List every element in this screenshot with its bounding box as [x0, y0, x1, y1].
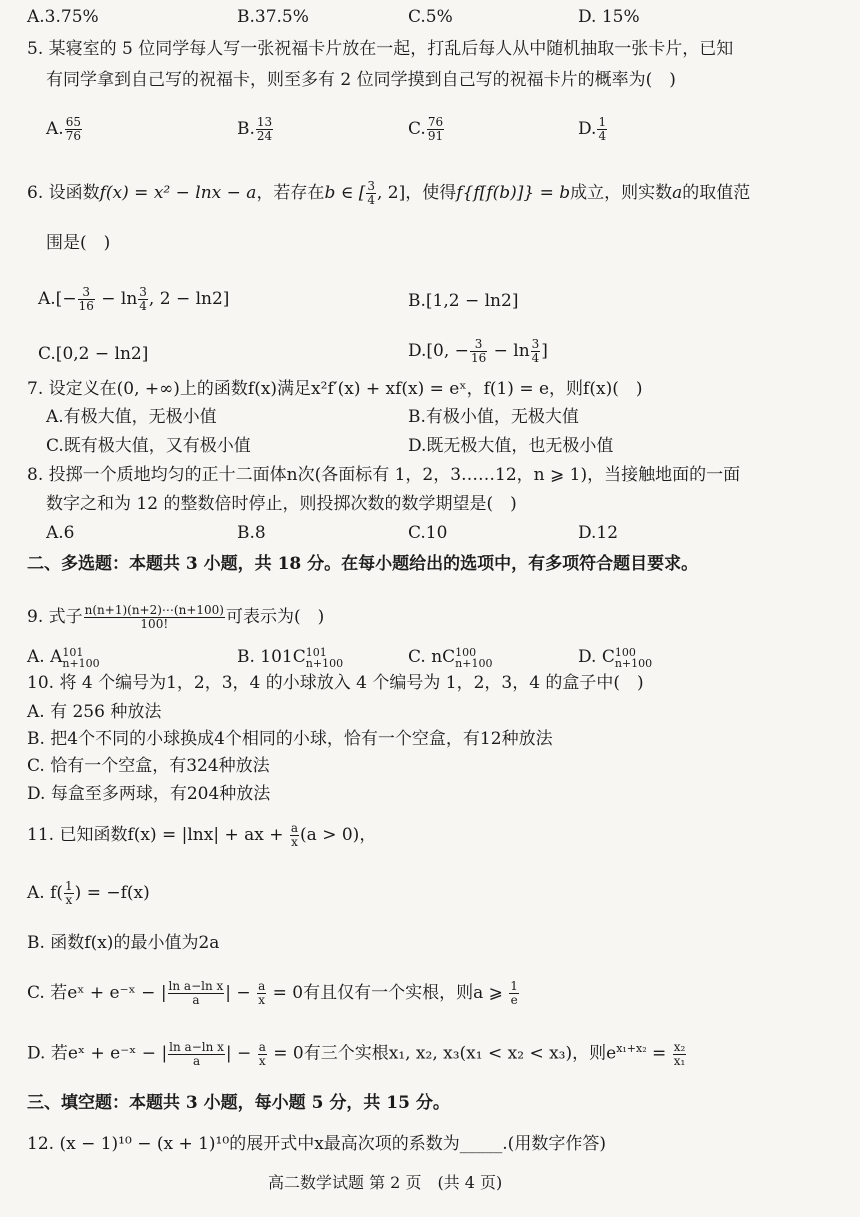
q4-option-c: C.5% — [408, 7, 453, 27]
q10-option-c: C. 恰有一个空盒，有324种放法 — [27, 756, 270, 776]
q5-stem-line1: 5. 某寝室的 5 位同学每人写一张祝福卡片放在一起，打乱后每人从中随机抽取一张卡片，已知 — [27, 39, 734, 59]
q4-option-a: A.3.75% — [27, 7, 99, 27]
q10-stem: 10. 将 4 个编号为1，2，3，4 的小球放入 4 个编号为 1，2，3，4 的盒子中( ) — [27, 673, 644, 693]
q7-option-b: B.有极小值，无极大值 — [408, 407, 579, 427]
q6-stem-line2: 围是( ) — [46, 233, 111, 253]
q9-option-d: D. C 100 n+100 — [578, 645, 653, 670]
q5-option-c: C. $\frac{76}{91}$ — [408, 115, 444, 143]
q10-option-b: B. 把4个不同的小球换成4个相同的小球，恰有一个空盒，有12种放法 — [27, 729, 553, 749]
q4-option-d: D. 15% — [578, 7, 640, 27]
q5-option-d: D. $\frac{1}{4}$ — [578, 115, 607, 143]
q11-option-c: C. 若eˣ + e⁻ˣ − | $\frac{\text{ln a−ln x}}{a}$ | − $\frac{a}{x}$ = 0有且仅有一个实根，则a ⩾ $\frac{1}{e}$ — [27, 979, 518, 1007]
q6-option-c: C.[0,2 − ln2] — [38, 344, 149, 364]
section-3-heading: 三、填空题：本题共 3 小题，每小题 5 分，共 15 分。 — [27, 1093, 450, 1113]
q8-option-d: D.12 — [578, 523, 619, 543]
q5-stem-line2: 有同学拿到自己写的祝福卡，则至多有 2 位同学摸到自己写的祝福卡片的概率为( ) — [46, 70, 676, 90]
q9-option-a: A. A 101 n+100 — [27, 645, 100, 670]
q7-stem: 7. 设定义在(0, +∞)上的函数f(x)满足x²f′(x) + xf(x) = eˣ，f(1) = e，则f(x)( ) — [27, 379, 643, 399]
q11-option-a: A. f( $\frac{1}{x}$ ) = −f(x) — [27, 879, 150, 907]
q8-stem-line2: 数字之和为 12 的整数倍时停止，则投掷次数的数学期望是( ) — [46, 494, 517, 514]
q5-option-b: B. $\frac{13}{24}$ — [237, 115, 273, 143]
q11-option-d: D. 若eˣ + e⁻ˣ − | $\frac{\text{ln a−ln x}}{a}$ | − $\frac{a}{x}$ = 0有三个实根x₁, x₂, x₃(x₁ < x₂ < x₃)，则$e^{x_1+x_2}$ = $\frac{\text{x₂}}{\text{x₁}}$ — [27, 1039, 686, 1068]
q8-option-a: A.6 — [46, 523, 75, 543]
q5-option-a: A. $\frac{65}{76}$ — [46, 115, 81, 143]
q9-option-c: C. nC 100 n+100 — [408, 645, 493, 670]
q4-option-b: B.37.5% — [237, 7, 309, 27]
q7-option-c: C.既有极大值，又有极小值 — [46, 436, 251, 456]
q9-option-b: B. 101C 101 n+100 — [237, 645, 344, 670]
q9-stem: 9. 式子 $\frac{n(n+1)(n+2)\cdots(n+100)}{100!}$ 可表示为( ) — [27, 603, 325, 631]
q11-stem: 11. 已知函数f(x) = |lnx| + ax + $\frac{a}{x}$ (a > 0)， — [27, 821, 377, 849]
q6-option-d: D.[0, − $\frac{3}{16}$ − ln $\frac{3}{4}$ ] — [408, 337, 548, 365]
q10-option-a: A. 有 256 种放法 — [27, 702, 162, 722]
section-2-heading: 二、多选题：本题共 3 小题，共 18 分。在每小题给出的选项中，有多项符合题目要求。 — [27, 554, 699, 574]
q7-option-d: D.既无极大值，也无极小值 — [408, 436, 614, 456]
q8-option-c: C.10 — [408, 523, 448, 543]
q6-stem-line1: 6. 设函数f(x) = x² − lnx − a，若存在b ∈ [ $\frac{3}{4}$ , 2]，使得f{f[f(b)]} = b成立，则实数a的取值范 — [27, 179, 751, 207]
q11-option-b: B. 函数f(x)的最小值为2a — [27, 933, 220, 953]
q8-option-b: B.8 — [237, 523, 266, 543]
q6-option-a: A.[− $\frac{3}{16}$ − ln $\frac{3}{4}$ , 2 − ln2] — [38, 285, 230, 313]
q6-option-b: B.[1,2 − ln2] — [408, 291, 519, 311]
q7-option-a: A.有极大值，无极小值 — [46, 407, 217, 427]
page-footer: 高二数学试题 第 2 页 (共 4 页) — [268, 1173, 503, 1192]
q8-stem-line1: 8. 投掷一个质地均匀的正十二面体n次(各面标有 1，2，3……12，n ⩾ 1)，当接触地面的一面 — [27, 465, 741, 485]
q12-stem: 12. (x − 1)¹⁰ − (x + 1)¹⁰的展开式中x最高次项的系数为_____.(用数字作答) — [27, 1134, 606, 1154]
q10-option-d: D. 每盒至多两球，有204种放法 — [27, 784, 271, 804]
